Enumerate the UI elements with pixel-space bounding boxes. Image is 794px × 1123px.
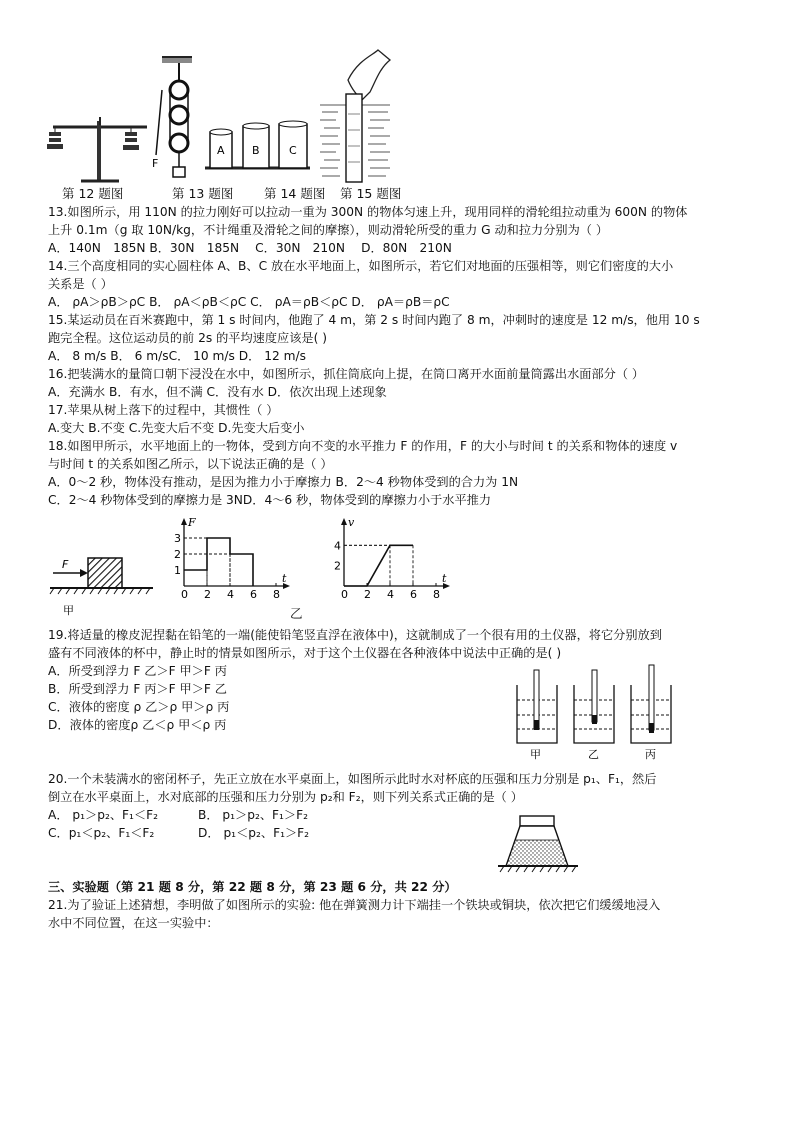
section3-heading: 三、实验题（第 21 题 8 分，第 22 题 8 分，第 23 题 6 分，共 22 分） — [48, 880, 457, 894]
velocity-chart-x-tick-3: 6 — [410, 588, 417, 601]
velocity-chart-x-tick-0: 0 — [341, 588, 348, 601]
water-cylinder-figure — [318, 50, 393, 185]
fig-yi-label: 乙 — [290, 606, 303, 621]
fig13-force-label: F — [152, 157, 159, 170]
push-force-label: F — [62, 558, 69, 571]
force-chart-y-tick-0: 1 — [174, 564, 181, 577]
cylinders-figure — [205, 122, 310, 172]
velocity-chart-y-axis-label: v — [348, 516, 355, 529]
force-chart-x-tick-0: 0 — [181, 588, 188, 601]
pushed-block-figure — [48, 548, 158, 618]
q19-option-a: A．所受到浮力 F 乙＞F 甲＞F 丙 — [48, 664, 227, 678]
force-chart-series-line — [184, 538, 253, 586]
velocity-chart-y-tick-1: 4 — [334, 539, 341, 553]
cylinder-a-label: A — [217, 144, 225, 157]
q13-line1: 13.如图所示，用 110N 的拉力刚好可以拉动一重为 300N 的物体匀速上升，现用同样的滑轮组拉动重为 600N 的物体 — [48, 205, 688, 219]
beaker-jia-label: 甲 — [530, 748, 541, 761]
fig14-caption: 第 14 题图 — [264, 186, 326, 201]
q13-options: A．140N 185N B．30N 185N C．30N 210N D．80N 210N — [48, 241, 452, 255]
q18-line1: 18.如图甲所示，水平地面上的一物体，受到方向不变的水平推力 F 的作用，F 的大小与时间 t 的关系和物体的速度 v — [48, 439, 678, 453]
velocity-chart-x-axis-label: t — [442, 572, 447, 585]
velocity-chart-x-tick-4: 8 — [433, 588, 440, 601]
q20-option-b: B． p₁＞p₂、F₁＞F₂ — [198, 808, 309, 822]
q20-line2: 倒立在水平桌面上，水对底部的压强和压力分别为 p₂和 F₂，则下列关系式正确的是（ ） — [48, 790, 523, 804]
q21-line2: 水中不同位置，在这一实验中： — [48, 916, 219, 930]
beakers-figure — [512, 665, 687, 760]
velocity-chart-x-tick-1: 2 — [364, 588, 371, 601]
q19-option-c: C．液体的密度 ρ 乙＞ρ 甲＞ρ 丙 — [48, 700, 230, 714]
force-chart-x-tick-2: 4 — [227, 588, 234, 601]
force-chart-x-tick-4: 8 — [273, 588, 280, 601]
pulley-figure — [152, 55, 197, 185]
fig-jia-label: 甲 — [63, 604, 74, 617]
q19-option-d: D．液体的密度ρ 乙＜ρ 甲＜ρ 丙 — [48, 718, 227, 732]
q15-options: A． 8 m/s B． 6 m/sC． 10 m/s D． 12 m/s — [48, 349, 306, 363]
force-chart-x-tick-1: 2 — [204, 588, 211, 601]
q20-line1: 20.一个未装满水的密闭杯子，先正立放在水平桌面上，如图所示此时水对杯底的压强和压力分别是 p₁、F₁，然后 — [48, 772, 657, 786]
cylinder-b-label: B — [252, 144, 260, 157]
velocity-chart-y-tick-0: 2 — [334, 559, 341, 573]
force-chart-y-axis-label: F — [188, 516, 196, 529]
q16-line1: 16.把装满水的量筒口朝下浸没在水中，如图所示，抓住筒底向上提，在筒口离开水面前量筒露出水面部分（ ） — [48, 367, 645, 381]
q18-options-1: A．0～2 秒，物体没有推动，是因为推力小于摩擦力 B．2～4 秒物体受到的合力为 1N — [48, 475, 519, 489]
force-chart-y-tick-2: 3 — [174, 532, 181, 545]
force-chart-y-arrow — [181, 518, 187, 525]
q13-line2: 上升 0.1m（g 取 10N/kg，不计绳重及滑轮之间的摩擦），则动滑轮所受的重力 G 动和拉力分别为（ ） — [48, 223, 609, 237]
q19-line2: 盛有不同液体的杯中，静止时的情景如图所示，对于这个土仪器在各种液体中说法中正确的是( ) — [48, 646, 562, 660]
q21-line1: 21.为了验证上述猜想，李明做了如图所示的实验: 他在弹簧测力计下端挂一个铁块或铜块，依次把它们缓缓地浸入 — [48, 898, 661, 912]
velocity-chart-series-line — [344, 545, 413, 586]
q19-line1: 19.将适量的橡皮泥捏黏在铅笔的一端(能使铅笔竖直浮在液体中)，这就制成了一个很有用的土仪器，将它分别放到 — [48, 628, 662, 642]
q17-options: A.变大 B.不变 C.先变大后不变 D.先变大后变小 — [48, 421, 305, 435]
force-chart-x-axis-label: t — [282, 572, 287, 585]
velocity-chart-y-arrow — [341, 518, 347, 525]
q18-line2: 与时间 t 的关系如图乙所示，以下说法正确的是（ ） — [48, 457, 333, 471]
velocity-chart-x-tick-2: 4 — [387, 588, 394, 601]
q14-options: A． ρA＞ρB＞ρC B． ρA＜ρB＜ρC C． ρA＝ρB＜ρC D． ρA＝ρB＝ρC — [48, 295, 450, 309]
q19-option-b: B．所受到浮力 F 丙＞F 甲＞F 乙 — [48, 682, 227, 696]
q16-options: A．充满水 B．有水，但不满 C．没有水 D．依次出现上述现象 — [48, 385, 387, 399]
force-chart-x-tick-3: 6 — [250, 588, 257, 601]
lever-balance-figure — [45, 105, 155, 185]
q15-line1: 15.某运动员在百米赛跑中，第 1 s 时间内，他跑了 4 m，第 2 s 时间内跑了 8 m，冲刺时的速度是 12 m/s，他用 10 s — [48, 313, 700, 327]
fig15-caption: 第 15 题图 — [340, 186, 402, 201]
sealed-cup-figure — [498, 814, 578, 876]
q17-line1: 17.苹果从树上落下的过程中，其惯性（ ） — [48, 403, 279, 417]
q15-line2: 跑完全程。这位运动员的前 2s 的平均速度应该是( ) — [48, 331, 327, 345]
beaker-yi-label: 乙 — [588, 748, 599, 761]
force-chart-y-tick-1: 2 — [174, 548, 181, 561]
fig13-caption: 第 13 题图 — [172, 186, 234, 201]
q18-options-2: C．2～4 秒物体受到的摩擦力是 3ND．4～6 秒，物体受到的摩擦力小于水平推力 — [48, 493, 492, 507]
fig12-caption: 第 12 题图 — [62, 186, 124, 201]
q20-option-c: C．p₁＜p₂、F₁＜F₂ — [48, 826, 155, 840]
q14-line1: 14.三个高度相同的实心圆柱体 A、B、C 放在水平地面上，如图所示，若它们对地面的压强相等，则它们密度的大小 — [48, 259, 674, 273]
cylinder-c-label: C — [289, 144, 297, 157]
q20-option-a: A． p₁＞p₂、F₁＜F₂ — [48, 808, 158, 822]
q20-option-d: D． p₁＜p₂、F₁＞F₂ — [198, 826, 310, 840]
beaker-bing-label: 丙 — [645, 748, 656, 761]
velocity-time-chart — [318, 514, 448, 604]
q14-line2: 关系是（ ） — [48, 277, 113, 291]
